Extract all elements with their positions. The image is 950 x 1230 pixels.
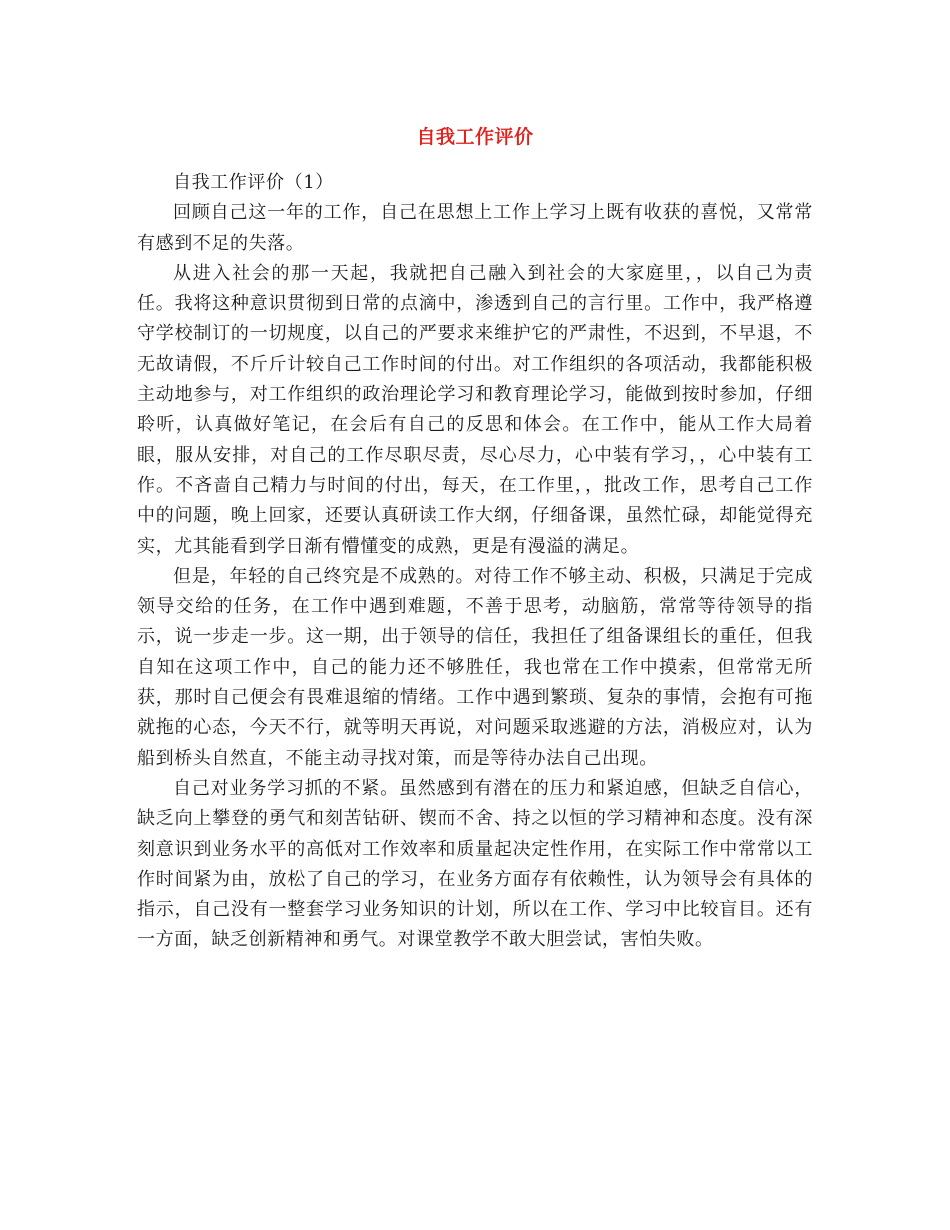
document-title: 自我工作评价: [416, 126, 534, 148]
paragraph-shortcomings: 但是，年轻的自己终究是不成熟的。对待工作不够主动、积极，只满足于完成领导交给的任务，在工作中遇到难题，不善于思考，动脑筋，常常等待领导的指示，说一步走一步。这一期，出于领导的信任，我担任了组备课组长的重任，但我自知在这项工作中，自己的能力还不够胜任，我也常在工作中摸索，但常常无所获，那时自己便会有畏难退缩的情绪。工作中遇到繁琐、复杂的事情，会抱有可拖就拖的心态，今天不行，就等明天再说，对问题采取逃避的方法，消极应对，认为船到桥头自然直，不能主动寻找对策，而是等待办法自己出现。: [137, 565, 813, 769]
paragraph-intro: 回顾自己这一年的工作，自己在思想上工作上学习上既有收获的喜悦，又常常有感到不足的失落。: [137, 202, 813, 254]
paragraph-strengths: 从进入社会的那一天起，我就把自己融入到社会的大家庭里，，以自己为责任。我将这种意识贯彻到日常的点滴中，渗透到自己的言行里。工作中，我严格遵守学校制订的一切规度，以自己的严要求来维护它的严肃性，不迟到，不早退，不无故请假，不斤斤计较自己工作时间的付出。对工作组织的各项活动，我都能积极主动地参与，对工作组织的政治理论学习和教育理论学习，能做到按时参加，仔细聆听，认真做好笔记，在会后有自己的反思和体会。在工作中，能从工作大局着眼，服从安排，对自己的工作尽职尽责，尽心尽力，心中装有学习，，心中装有工作。不吝啬自己精力与时间的付出，每天，在工作里，，批改工作，思考自己工作中的问题，晚上回家，还要认真研读工作大纲，仔细备课，虽然忙碌，却能觉得充实，尤其能看到学日渐有懵懂变的成熟，更是有漫溢的满足。: [137, 262, 813, 557]
paragraph-study: 自己对业务学习抓的不紧。虽然感到有潜在的压力和紧迫感，但缺乏自信心，缺乏向上攀登的勇气和刻苦钻研、锲而不舍、持之以恒的学习精神和态度。没有深刻意识到业务水平的高低对工作效率和质量起决定性作用，在实际工作中常常以工作时间紧为由，放松了自己的学习，在业务方面存有依赖性，认为领导会有具体的指示，自己没有一整套学习业务知识的计划，所以在工作、学习中比较盲目。还有一方面，缺乏创新精神和勇气。对课堂教学不敢大胆尝试，害怕失败。: [137, 777, 813, 951]
document-page: [137, 122, 813, 956]
section-heading: 自我工作评价（1）: [173, 172, 334, 193]
